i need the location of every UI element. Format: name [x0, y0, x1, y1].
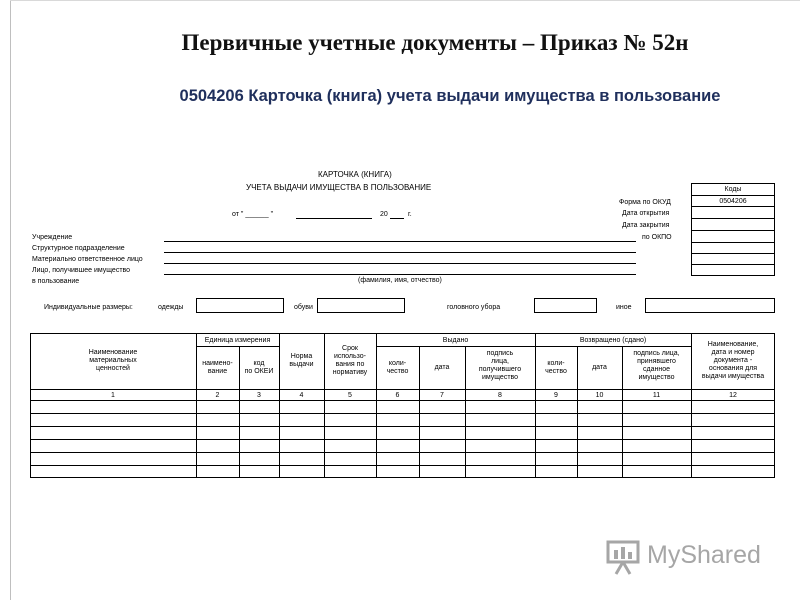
code-label-okud: Форма по ОКУД [619, 199, 671, 206]
code-label-okpo: по ОКПО [642, 234, 672, 241]
table-row [30, 465, 775, 466]
col-number: 5 [348, 392, 352, 399]
col-number: 4 [299, 392, 304, 399]
col-number: 10 [595, 392, 604, 399]
table-numbers-bottom [30, 400, 775, 401]
date-year-prefix: 20 [380, 211, 388, 218]
field-line-division [164, 252, 636, 253]
sizes-other-label: иное [616, 304, 632, 311]
sizes-shoes-label: обуви [294, 304, 313, 311]
codes-inner-line [691, 230, 775, 231]
form-heading-1: КАРТОЧКА (КНИГА) [318, 170, 392, 179]
codes-inner-line [691, 195, 775, 196]
th-norm: Норма выдачи [289, 353, 314, 368]
field-label-institution: Учреждение [32, 234, 73, 241]
date-year-line [390, 218, 404, 219]
th-term: Срок использо- вания по нормативу [332, 345, 368, 376]
col-number: 1 [111, 392, 115, 399]
sizes-shoes-box [317, 298, 405, 313]
form-heading-2: УЧЕТА ВЫДАЧИ ИМУЩЕСТВА В ПОЛЬЗОВАНИЕ [246, 183, 432, 192]
th-issued-qty: коли- чество [386, 360, 409, 375]
th-issued-group: Выдано [442, 337, 469, 344]
field-line-receiver [164, 274, 636, 275]
field-line-responsible [164, 263, 636, 264]
sizes-clothes-label: одежды [158, 304, 184, 311]
sizes-other-box [645, 298, 775, 313]
col-number: 7 [440, 392, 444, 399]
fio-hint: (фамилия, имя, отчество) [358, 277, 442, 284]
codes-header: Коды [724, 186, 742, 193]
field-line-institution [164, 241, 636, 242]
col-number: 12 [729, 392, 737, 399]
codes-inner-line [691, 253, 775, 254]
col-number: 3 [257, 392, 261, 399]
sizes-clothes-box [196, 298, 284, 313]
th-unit-group: Единица измерения [204, 337, 271, 344]
codes-inner-line [691, 242, 775, 243]
sizes-hat-box [534, 298, 597, 313]
th-unit-code: код по ОКЕИ [244, 360, 274, 375]
table-col-line [196, 333, 197, 478]
slide-title: Первичные учетные документы – Приказ № 52н [181, 30, 689, 55]
th-returned-group: Возвращено (сдано) [579, 337, 647, 344]
th-issued-date: дата [434, 364, 450, 371]
field-label-responsible: Материально ответственное лицо [32, 256, 143, 263]
th-returned-date: дата [592, 364, 607, 371]
table-col-line [535, 333, 536, 478]
sizes-hat-label: головного убора [447, 304, 501, 311]
okud-code-value: 0504206 [719, 198, 747, 205]
code-label-open-date: Дата открытия [622, 210, 670, 217]
table-group-line [196, 346, 279, 347]
table-row [30, 413, 775, 414]
presentation-board-icon [604, 536, 644, 576]
codes-inner-line [691, 218, 775, 219]
th-returned-sign: подпись лица, принявшего сданное имущество [633, 350, 680, 381]
date-from-label: от " ______ " [232, 211, 274, 218]
codes-inner-line [691, 264, 775, 265]
table-group-line [376, 346, 691, 347]
field-label-receiver-suffix: в пользование [32, 278, 80, 285]
th-item-name: Наименование материальных ценностей [88, 349, 138, 372]
field-label-receiver: Лицо, получившее имущество [32, 267, 131, 274]
col-number: 8 [498, 392, 502, 399]
watermark-text: MyShared [647, 541, 761, 569]
table-col-line [376, 333, 377, 478]
sizes-label: Индивидуальные размеры: [44, 304, 133, 311]
codes-inner-line [691, 206, 775, 207]
th-basis-document: Наименование, дата и номер документа - основания для выдачи имущества [701, 341, 765, 380]
col-number: 9 [554, 392, 558, 399]
th-unit-name: наимено- вание [202, 360, 233, 375]
table-row [30, 439, 775, 440]
col-number: 11 [652, 392, 661, 399]
slide-subtitle: 0504206 Карточка (книга) учета выдачи имущества в пользование [179, 87, 721, 105]
th-returned-qty: коли- чество [545, 360, 567, 375]
table-row [30, 452, 775, 453]
table-row [30, 426, 775, 427]
col-number: 2 [215, 392, 220, 399]
date-year-suffix: г. [408, 211, 412, 218]
field-label-division: Структурное подразделение [32, 245, 125, 252]
table-header-bottom [30, 389, 775, 390]
th-issued-sign: подпись лица, получившего имущество [478, 350, 522, 381]
col-number: 6 [395, 392, 400, 399]
date-month-line [296, 218, 372, 219]
code-label-close-date: Дата закрытия [622, 222, 670, 229]
